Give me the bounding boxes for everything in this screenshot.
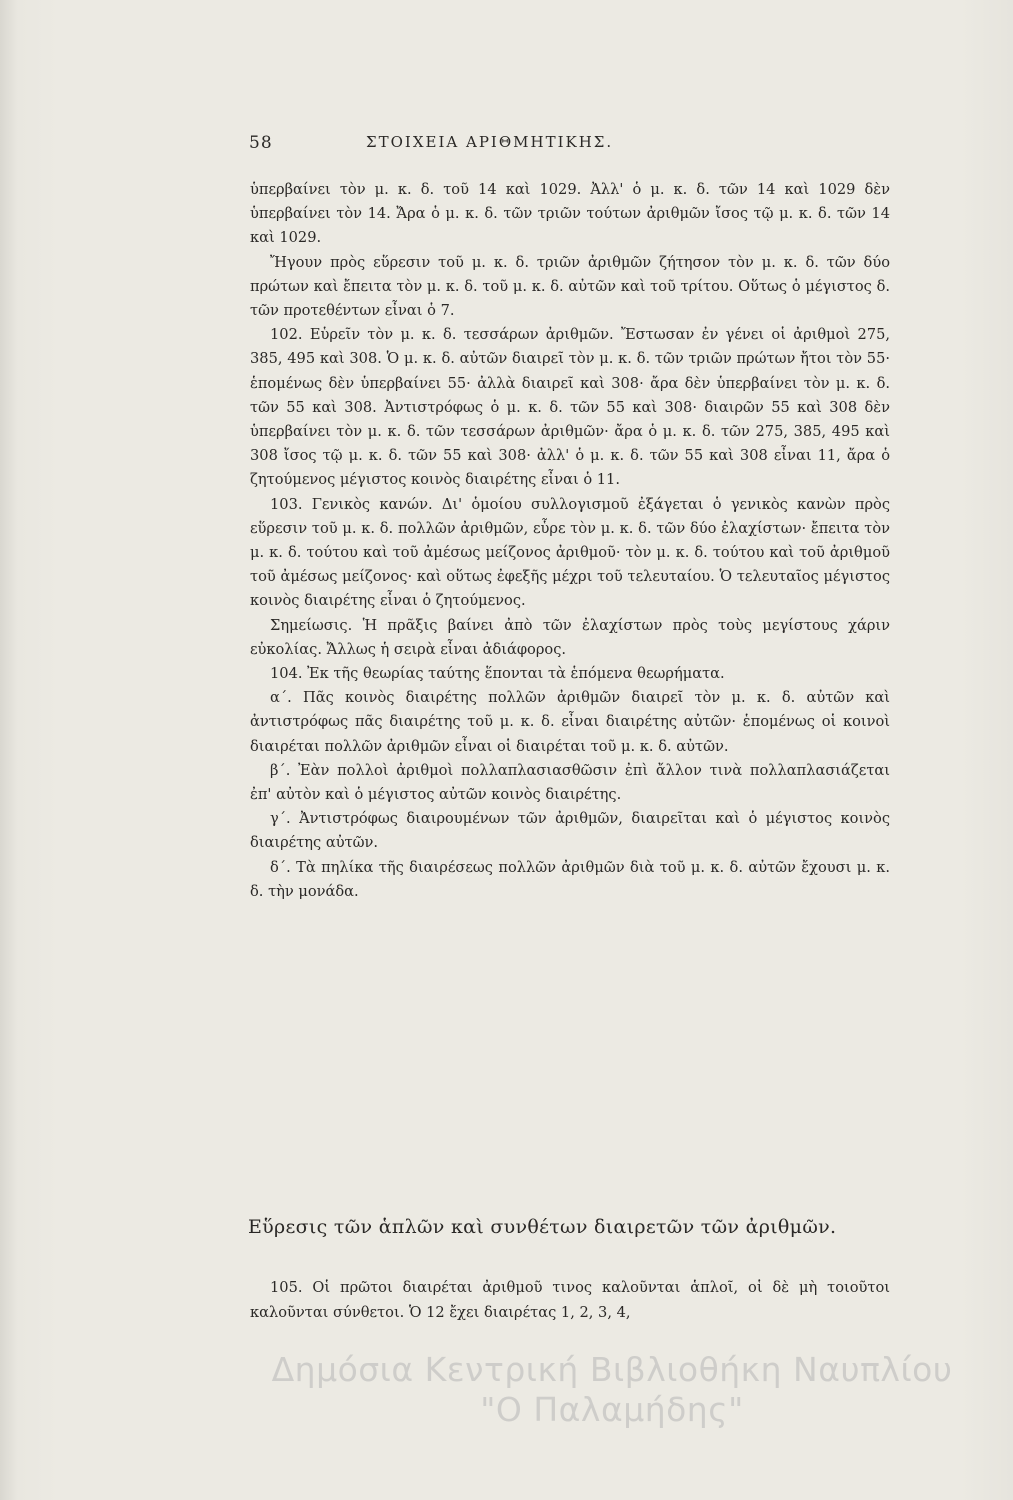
paragraph-rule-three-numbers: Ἤγουν πρὸς εὕρεσιν τοῦ μ. κ. δ. τριῶν ἀριθμῶν ζήτησον τὸν μ. κ. δ. τῶν δύο πρώτων καὶ ἔπειτα τὸν μ. κ. δ. τοῦ μ. κ. δ. αὐτῶν καὶ τοῦ τρίτου. Οὕτως ὁ μέγιστος δ. τῶν προτεθέντων εἶναι ὁ 7.	[250, 253, 890, 320]
paragraph-104: 104. Ἐκ τῆς θεωρίας ταύτης ἕπονται τὰ ἑπόμενα θεωρήματα.	[270, 665, 725, 683]
paragraph-continuation: ὑπερβαίνει τὸν μ. κ. δ. τοῦ 14 καὶ 1029. Ἀλλ' ὁ μ. κ. δ. τῶν 14 καὶ 1029 δὲν ὑπερβαίνει τὸν 14. Ἄρα ὁ μ. κ. δ. τῶν τριῶν τούτων ἀριθμῶν ἴσος τῷ μ. κ. δ. τῶν 14 καὶ 1029.	[250, 181, 890, 247]
paragraph-102: 102. Εὑρεῖν τὸν μ. κ. δ. τεσσάρων ἀριθμῶν. Ἔστωσαν ἐν γένει οἱ ἀριθμοὶ 275, 385, 495 καὶ 308. Ὁ μ. κ. δ. αὐτῶν διαιρεῖ τὸν μ. κ. δ. τῶν τριῶν πρώτων ἤτοι τὸν 55· ἑπομένως δὲν ὑπερβαίνει 55· ἀλλὰ διαιρεῖ καὶ 308· ἄρα δὲν ὑπερβαίνει τὸν μ. κ. δ. τῶν 55 καὶ 308. Ἀντιστρόφως ὁ μ. κ. δ. τῶν 55 καὶ 308· διαιρῶν 55 καὶ 308 δὲν ὑπερβαίνει τὸν μ. κ. δ. τῶν τεσσάρων ἀριθμῶν· ἄρα ὁ μ. κ. δ. τῶν 275, 385, 495 καὶ 308 ἴσος τῷ μ. κ. δ. τῶν 55 καὶ 308· ἀλλ' ὁ μ. κ. δ. τῶν 55 καὶ 308 εἶναι 11, ἄρα ὁ ζητούμενος μέγιστος κοινὸς διαιρέτης εἶναι ὁ 11.	[250, 326, 890, 489]
body-text	[250, 178, 890, 904]
theorem-delta: δ΄. Τὰ πηλίκα τῆς διαιρέσεως πολλῶν ἀριθμῶν διὰ τοῦ μ. κ. δ. αὐτῶν ἔχουσι μ. κ. δ. τὴν μονάδα.	[250, 858, 890, 900]
paragraph-note: Σημείωσις. Ἡ πρᾶξις βαίνει ἀπὸ τῶν ἐλαχίστων πρὸς τοὺς μεγίστους χάριν εὐκολίας. Ἄλλως ἡ σειρὰ εἶναι ἀδιάφορος.	[250, 616, 890, 658]
page-number: 58	[249, 133, 273, 153]
page-header	[249, 133, 889, 157]
theorem-gamma: γ΄. Ἀντιστρόφως διαιρουμένων τῶν ἀριθμῶν, διαιρεῖται καὶ ὁ μέγιστος κοινὸς διαιρέτης αὐτῶν.	[250, 810, 890, 852]
paragraph-105: 105. Οἱ πρῶτοι διαιρέται ἀριθμοῦ τινος καλοῦνται ἁπλοῖ, οἱ δὲ μὴ τοιοῦτοι καλοῦνται σύνθετοι. Ὁ 12 ἔχει διαιρέτας 1, 2, 3, 4,	[250, 1279, 890, 1321]
watermark-line-2: "Ο Παλαμήδης"	[480, 1390, 744, 1429]
running-title: ΣΤΟΙΧΕΙΑ ΑΡΙΘΜΗΤΙΚΗΣ.	[366, 133, 614, 151]
watermark-line-1: Δημόσια Κεντρική Βιβλιοθήκη Ναυπλίου	[271, 1350, 953, 1389]
theorem-alpha: α΄. Πᾶς κοινὸς διαιρέτης πολλῶν ἀριθμῶν διαιρεῖ τὸν μ. κ. δ. αὐτῶν καὶ ἀντιστρόφως πᾶς διαιρέτης τοῦ μ. κ. δ. εἶναι διαιρέτης αὐτῶν· ἑπομένως οἱ κοινοὶ διαιρέται πολλῶν ἀριθμῶν εἶναι οἱ διαιρέται τοῦ μ. κ. δ. αὐτῶν.	[250, 689, 890, 755]
section-heading: Εὕρεσις τῶν ἁπλῶν καὶ συνθέτων διαιρετῶν τῶν ἀριθμῶν.	[248, 1216, 837, 1238]
paragraph-103: 103. Γενικὸς κανών. Δι' ὁμοίου συλλογισμοῦ ἐξάγεται ὁ γενικὸς κανὼν πρὸς εὕρεσιν τοῦ μ. κ. δ. πολλῶν ἀριθμῶν, εὗρε τὸν μ. κ. δ. τῶν δύο ἐλαχίστων· ἔπειτα τὸν μ. κ. δ. τούτου καὶ τοῦ ἀμέσως μείζονος ἀριθμοῦ· τὸν μ. κ. δ. τούτου καὶ τοῦ ἀριθμοῦ τοῦ ἀμέσως μείζονος· καὶ οὕτως ἐφεξῆς μέχρι τοῦ τελευταίου. Ὁ τελευταῖος μέγιστος κοινὸς διαιρέτης εἶναι ὁ ζητούμενος.	[250, 495, 890, 610]
theorem-beta: β΄. Ἐὰν πολλοὶ ἀριθμοὶ πολλαπλασιασθῶσιν ἐπὶ ἄλλον τινὰ πολλαπλασιάζεται ἐπ' αὐτὸν καὶ ὁ μέγιστος αὐτῶν κοινὸς διαιρέτης.	[250, 761, 890, 804]
library-watermark	[232, 1350, 992, 1430]
